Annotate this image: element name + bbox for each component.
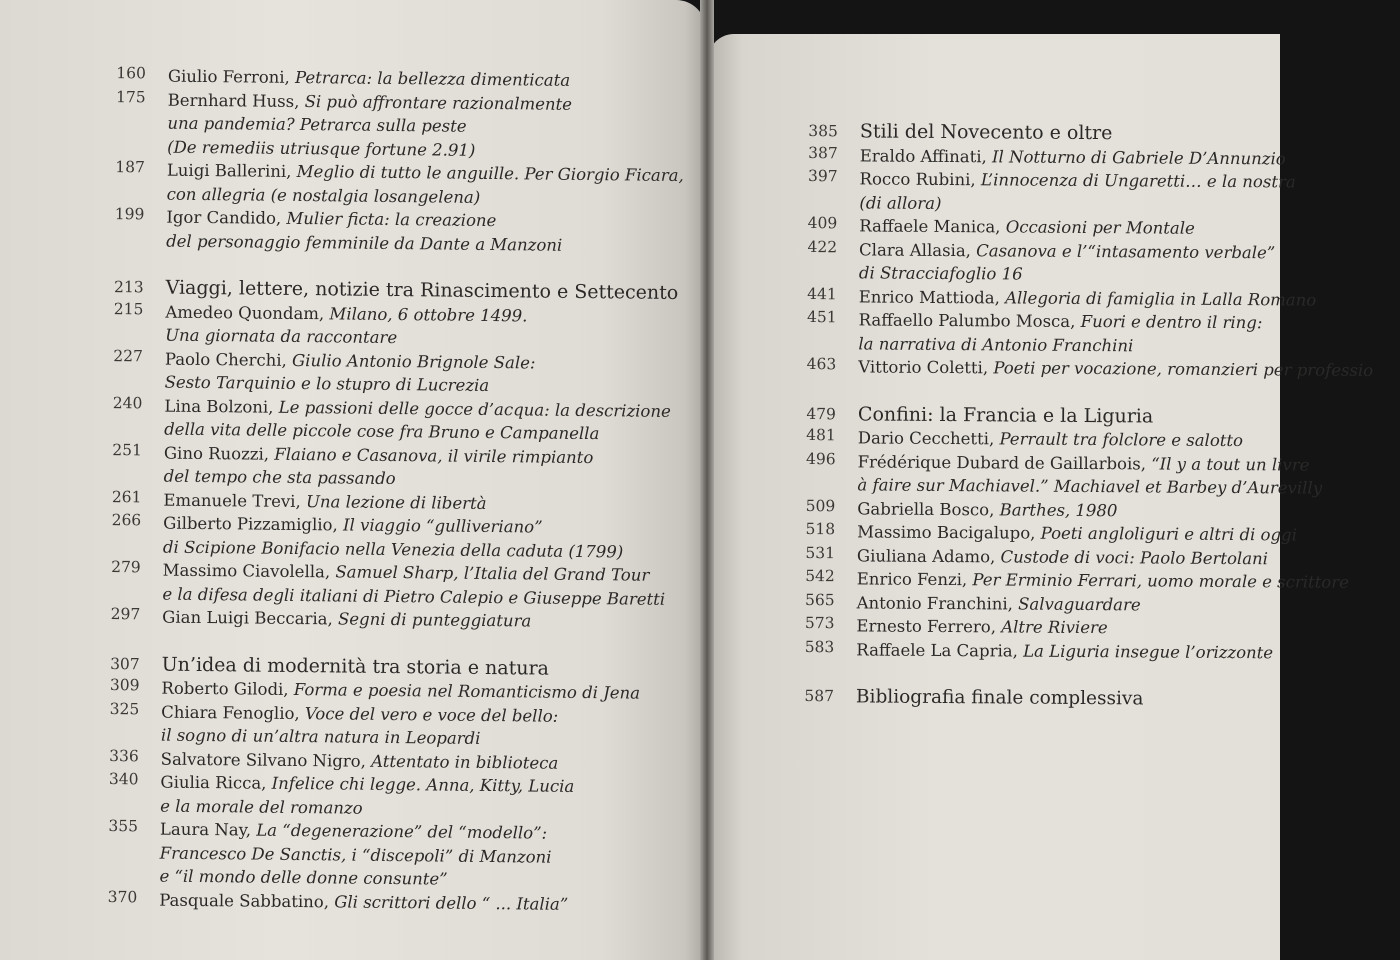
author-name: Pasquale Sabbatino, <box>159 890 335 911</box>
entry-text <box>164 441 704 494</box>
author-name: Paolo Cherchi, <box>164 349 293 370</box>
author-name: Bernhard Huss, <box>167 90 305 111</box>
author-name: Amedeo Quondam, <box>165 302 330 323</box>
entry-line <box>860 167 1400 194</box>
essay-title: e “il mondo delle donne consunte” <box>159 866 448 889</box>
left-toc <box>99 64 708 917</box>
page-number: 199 <box>114 205 145 224</box>
toc-entry <box>799 167 1399 218</box>
page-number: 422 <box>807 237 838 256</box>
page-number: 481 <box>806 426 836 445</box>
essay-title: Si può affrontare razionalmente <box>304 91 573 114</box>
page-number: 573 <box>804 614 835 633</box>
page-number: 587 <box>804 687 835 706</box>
essay-title: Fuori e dentro il ring: <box>1080 311 1263 333</box>
essay-title: Meglio di tutto le anguille. Per Giorgio Ficara, <box>296 161 684 186</box>
essay-title: Le passioni delle gocce d’acqua: la descrizione <box>278 397 671 421</box>
author-name: Antonio Franchini, <box>856 592 1019 614</box>
author-name: Massimo Ciavolella, <box>162 560 336 582</box>
essay-title: Sesto Tarquinio e lo stupro di Lucrezia <box>164 372 490 396</box>
author-name: Rocco Rubini, <box>859 169 981 190</box>
section-title: Un’idea di modernità tra storia e natura <box>161 653 550 680</box>
page-number: 175 <box>115 87 146 106</box>
section-heading <box>796 685 1396 713</box>
essay-title: Custode di voci: Paolo Bertolani <box>1000 546 1269 568</box>
page-number: 441 <box>807 284 837 303</box>
essay-title: (De remediis utriusque fortune 2.91) <box>167 137 476 160</box>
page-number: 565 <box>804 590 835 609</box>
essay-title: del tempo che sta passando <box>163 466 396 489</box>
entry-line <box>859 308 1399 335</box>
entry-text <box>856 638 1396 665</box>
essay-title: di Stracciafoglio 16 <box>858 263 1023 284</box>
author-name: Salvatore Silvano Nigro, <box>160 749 372 771</box>
essay-title: La “degenerazione” del “modello”: <box>256 820 548 843</box>
page-number: 187 <box>115 158 146 177</box>
page-number: 251 <box>112 440 143 459</box>
entry-line <box>159 888 699 917</box>
essay-title: di Scipione Bonifacio nella Venezia della caduta (1799) <box>162 537 624 561</box>
entry-text <box>161 700 701 753</box>
entry-text <box>166 206 706 259</box>
toc-entry <box>103 511 703 564</box>
entry-text <box>162 559 702 612</box>
entry-line <box>856 638 1396 665</box>
entry-text <box>859 238 1399 289</box>
author-name: Ernesto Ferrero, <box>856 616 1002 637</box>
toc-entry <box>104 393 704 446</box>
essay-title: il sogno di un’altra natura in Leopardi <box>160 725 481 748</box>
essay-title: Perrault tra folclore e salotto <box>999 429 1244 451</box>
essay-title: Milano, 6 ottobre 1499. <box>329 303 528 325</box>
author-name: Luigi Ballerini, <box>166 160 297 181</box>
author-name: Frédérique Dubard de Gaillarbois, <box>857 451 1152 473</box>
essay-title: Giulio Antonio Brignole Sale: <box>291 350 536 372</box>
entry-text <box>859 167 1399 218</box>
page-number: 451 <box>806 308 837 327</box>
toc-entry <box>104 440 704 493</box>
toc-entry <box>100 770 700 823</box>
entry-text <box>167 88 708 164</box>
page-number: 463 <box>806 355 837 374</box>
page-number: 307 <box>110 654 140 673</box>
author-name: Giuliana Adamo, <box>856 545 1001 566</box>
page-number: 509 <box>805 496 836 515</box>
toc-entry <box>105 346 705 399</box>
toc-entry <box>99 887 699 917</box>
page-number: 409 <box>807 214 838 233</box>
page-number: 518 <box>805 520 836 539</box>
essay-title: Petrarca: la bellezza dimenticata <box>295 67 571 90</box>
entry-text <box>857 450 1397 501</box>
essay-title: Per Erminio Ferrari, uomo morale e scrittore <box>972 570 1349 592</box>
essay-title: Casanova e l’“intasamento verbale” <box>976 240 1276 262</box>
author-name: Clara Allasia, <box>859 239 977 260</box>
author-name: Giulia Ricca, <box>160 772 272 793</box>
page-number: 215 <box>113 299 144 318</box>
page-number: 297 <box>110 605 141 624</box>
book-gutter <box>700 0 714 960</box>
essay-title: L’innocenza di Ungaretti… e la nostra <box>980 170 1296 192</box>
page-number: 542 <box>805 567 835 586</box>
toc-entry <box>107 158 707 211</box>
page-number: 325 <box>109 699 140 718</box>
essay-title: la narrativa di Antonio Franchini <box>858 333 1134 355</box>
page-number: 309 <box>109 676 140 695</box>
essay-title: Il viaggio “gulliveriano” <box>342 515 543 537</box>
page-number: 340 <box>108 770 139 789</box>
entry-text <box>858 308 1398 359</box>
entry-text <box>159 888 699 917</box>
essay-title: Mulier ficta: la creazione <box>286 208 497 231</box>
page-number: 213 <box>113 278 144 297</box>
author-name: Giulio Ferroni, <box>167 66 296 87</box>
entry-line <box>858 355 1398 382</box>
essay-title: Samuel Sharp, l’Italia del Grand Tour <box>335 562 650 585</box>
author-name: Roberto Gilodi, <box>161 678 294 699</box>
author-name: Emanuele Trevi, <box>163 490 307 511</box>
author-name: Massimo Bacigalupo, <box>857 522 1041 543</box>
essay-title: “Il y a tout un livre <box>1151 453 1310 475</box>
essay-title: Infelice chi legge. Anna, Kitty, Lucia <box>271 773 575 796</box>
entry-line <box>162 606 702 635</box>
essay-title: Poeti per vocazione, romanzieri per professio <box>993 358 1374 381</box>
essay-title: à faire sur Machiavel.” Machiavel et Barbey d’Aurevilly <box>857 475 1323 498</box>
page-number: 336 <box>109 746 139 765</box>
essay-title: Una giornata da raccontare <box>165 325 398 348</box>
essay-title: del personaggio femminile da Dante a Manzoni <box>166 231 563 255</box>
page-number: 370 <box>107 887 138 906</box>
page-number: 387 <box>808 143 838 162</box>
toc-entry <box>798 355 1398 383</box>
section-title: Stili del Novecento e oltre <box>859 120 1113 145</box>
essay-title: Altre Riviere <box>1001 617 1108 638</box>
page-number: 227 <box>113 346 144 365</box>
author-name: Raffaele La Capria, <box>856 639 1024 661</box>
toc-entry <box>107 87 708 164</box>
toc-entry <box>102 605 702 635</box>
author-name: Gino Ruozzi, <box>163 443 275 464</box>
right-toc <box>796 120 1400 713</box>
essay-title: Flaiano e Casanova, il virile rimpianto <box>274 444 594 467</box>
entry-text <box>165 347 705 400</box>
page-number: 531 <box>805 543 836 562</box>
essay-title: Gli scrittori dello “ ... Italia” <box>334 891 569 914</box>
page-number: 479 <box>806 404 837 423</box>
author-name: Gian Luigi Beccaria, <box>162 607 339 629</box>
author-name: Vittorio Coletti, <box>858 357 994 378</box>
entry-text <box>163 512 703 565</box>
essay-title: Francesco De Sanctis, i “discepoli” di Manzoni <box>159 843 552 867</box>
entry-text <box>858 355 1398 382</box>
author-name: Gabriella Bosco, <box>857 498 1000 519</box>
essay-title: e la morale del romanzo <box>160 796 363 818</box>
section-title: Confini: la Francia e la Liguria <box>857 402 1154 427</box>
essay-title: Poeti angloliguri e altri di oggi <box>1040 523 1297 545</box>
page-number: 496 <box>805 449 836 468</box>
toc-entry <box>102 558 702 611</box>
page-number: 279 <box>111 558 141 577</box>
essay-title: Voce del vero e voce del bello: <box>304 703 559 726</box>
essay-title: una pandemia? Petrarca sulla peste <box>167 113 467 136</box>
section-title: Viaggi, lettere, notizie tra Rinascimento e Settecento <box>165 276 679 304</box>
essay-title: Occasioni per Montale <box>1005 217 1195 238</box>
toc-entry <box>105 299 705 352</box>
entry-text <box>159 818 700 894</box>
essay-title: Il Notturno di Gabriele D’Annunzio <box>991 146 1286 168</box>
page-number: 397 <box>807 167 838 186</box>
toc-entry <box>106 205 706 258</box>
toc-entry <box>799 237 1399 288</box>
essay-title: La Liguria insegue l’orizzonte <box>1023 641 1274 662</box>
page-number: 160 <box>116 64 146 83</box>
essay-title: Forma e poesia nel Romanticismo di Jena <box>293 679 641 703</box>
section-title: Bibliografia finale complessiva <box>855 686 1144 710</box>
essay-title: Salvaguardare <box>1018 594 1141 614</box>
page-number: 583 <box>804 637 835 656</box>
essay-title: (di allora) <box>859 192 942 213</box>
essay-title: della vita delle piccole cose fra Bruno e Campanella <box>164 419 600 444</box>
essay-title: Allegoria di famiglia in Lalla Romano <box>1005 287 1317 310</box>
essay-title: Attentato in biblioteca <box>371 751 559 773</box>
author-name: Raffaele Manica, <box>859 216 1006 237</box>
author-name: Igor Candido, <box>166 207 287 228</box>
author-name: Eraldo Affinati, <box>859 145 993 166</box>
entry-line <box>166 229 706 258</box>
toc-entry <box>797 449 1397 500</box>
entry-text <box>167 159 707 212</box>
right-page <box>708 34 1374 960</box>
toc-entry <box>101 699 701 752</box>
essay-title: Segni di punteggiatura <box>337 609 532 631</box>
toc-entry <box>798 308 1398 359</box>
author-name: Gilberto Pizzamiglio, <box>163 513 344 535</box>
toc-entry <box>99 817 700 894</box>
essay-title: Barthes, 1980 <box>999 499 1118 520</box>
entry-text <box>164 394 704 447</box>
entry-text <box>165 300 705 353</box>
author-name: Raffaello Palumbo Mosca, <box>858 310 1081 331</box>
page-number: 261 <box>111 487 142 506</box>
essay-title: con allegria (e nostalgia losangelena) <box>166 184 481 207</box>
essay-title: Una lezione di libertà <box>305 491 487 513</box>
author-name: Chiara Fenoglio, <box>161 702 306 723</box>
page-number: 240 <box>112 393 143 412</box>
entry-text <box>162 606 702 635</box>
essay-title: e la difesa degli italiani di Pietro Calepio e Giuseppe Baretti <box>162 584 666 609</box>
author-name: Enrico Mattioda, <box>858 286 1006 307</box>
page-number: 266 <box>111 511 142 530</box>
author-name: Laura Nay, <box>159 819 257 840</box>
author-name: Lina Bolzoni, <box>164 396 279 417</box>
toc-entry <box>796 637 1396 665</box>
author-name: Dario Cecchetti, <box>857 428 1000 449</box>
author-name: Enrico Fenzi, <box>856 569 973 590</box>
entry-text <box>160 771 700 824</box>
page-number: 355 <box>108 817 139 836</box>
page-number: 385 <box>808 122 838 141</box>
